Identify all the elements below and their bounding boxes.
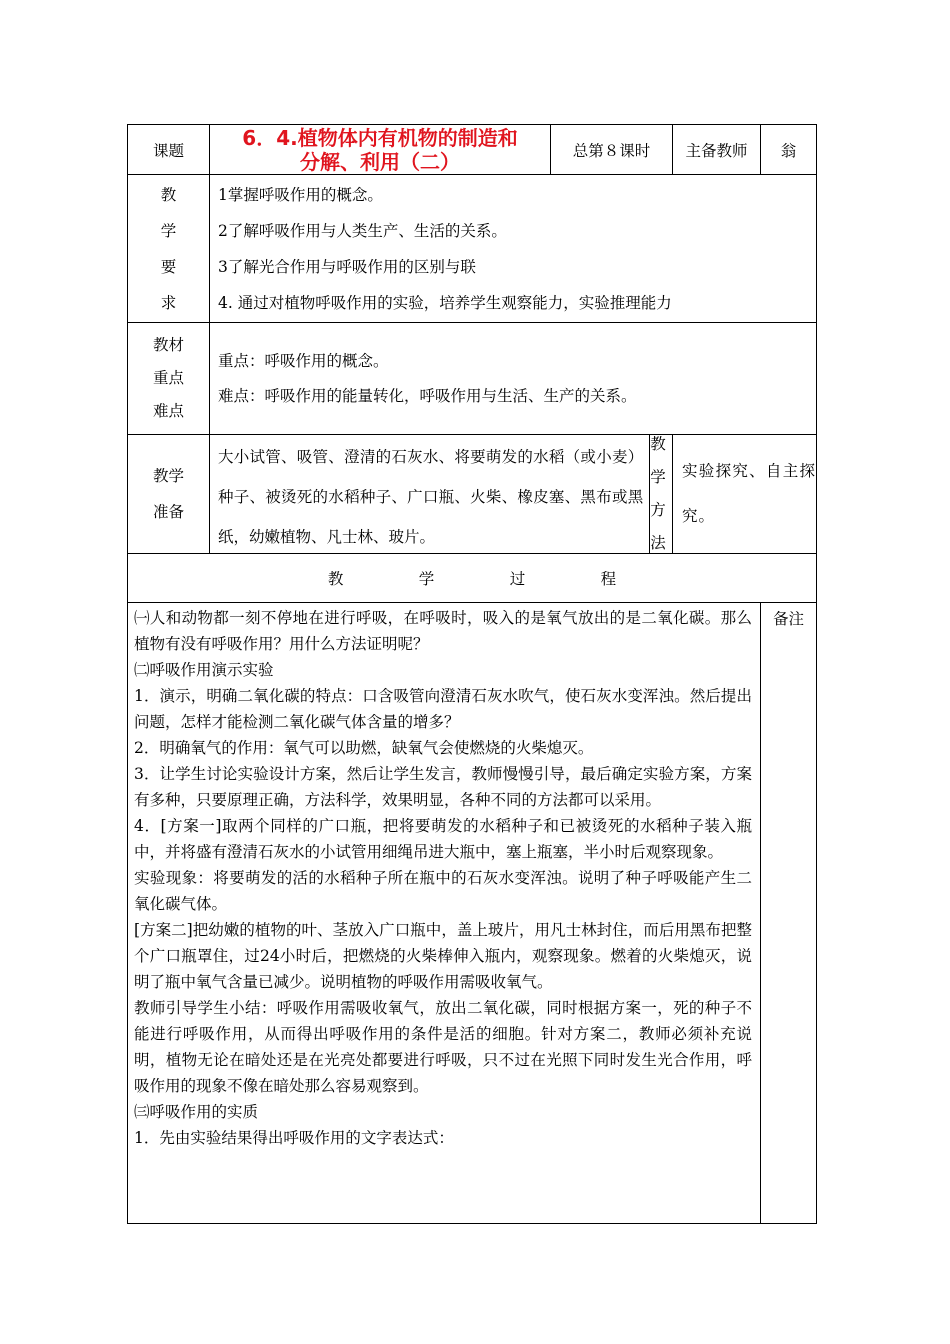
requirements-label-char: 求 (160, 293, 177, 312)
preparation-label-line: 准备 (152, 503, 184, 521)
method-text: 实验探究、自主探究。 (682, 462, 816, 525)
process-paragraph: ㈠人和动物都一刻不停地在进行呼吸，在呼吸时，吸入的是氧气放出的是二氧化碳。那么植物有没有呼吸作用？用什么方法证明呢？ (134, 609, 752, 653)
requirements-label-char: 要 (160, 257, 177, 276)
process-paragraph: 1．先由实验结果得出呼吸作用的文字表达式： (134, 1129, 454, 1147)
focus-label (128, 323, 210, 435)
header-row (128, 125, 817, 175)
preparation-and-method (210, 435, 673, 554)
process-header-char: 教 (327, 570, 344, 588)
process-content (128, 603, 761, 1224)
requirements-list (210, 175, 817, 323)
method-label (649, 435, 672, 553)
teacher-name: 翁 (761, 125, 817, 175)
process-paragraph: 3．让学生讨论实验设计方案，然后让学生发言，教师慢慢引导，最后确定实验方案，方案有多种，只要原理正确，方法科学，效果明显，各种不同的方法都可以采用。 (134, 765, 752, 809)
method-label-line: 教学 (650, 435, 666, 486)
process-paragraph: ㈢呼吸作用的实质 (134, 1103, 259, 1121)
preparation-label-line: 教学 (152, 467, 184, 485)
focus-content (210, 323, 817, 435)
process-header-char: 学 (418, 570, 435, 588)
requirements-label-char: 学 (160, 221, 177, 240)
preparation-materials: 大小试管、吸管、澄清的石灰水、将要萌发的水稻（或小麦）种子、被烫死的水稻种子、广口瓶、火柴、橡皮塞、黑布或黑纸，幼嫩植物、凡士林、玻片。 (218, 448, 644, 546)
notes-label: 备注 (772, 610, 804, 628)
method-label-line: 方法 (650, 501, 666, 552)
process-paragraph: [方案二]把幼嫩的植物的叶、茎放入广口瓶中，盖上玻片，用凡士林封住，而后用黑布把整个广口瓶罩住，过24小时后，把燃烧的火柴棒伸入瓶内，观察现象。燃着的火柴熄灭，说明了瓶中氧气含量已减少。说明植物的呼吸作用需吸收氧气。 (134, 921, 752, 991)
requirements-label (128, 175, 210, 323)
process-paragraph: ㈡呼吸作用演示实验 (134, 661, 274, 679)
topic-label: 课题 (128, 125, 210, 175)
lesson-title-line1: 6．4.植物体内有机物的制造和 (242, 125, 518, 150)
lesson-title (210, 125, 551, 175)
process-header-char: 过 (509, 570, 526, 588)
requirements-row (128, 175, 817, 323)
key-point: 重点：呼吸作用的概念。 (218, 351, 389, 370)
requirement-item: 2了解呼吸作用与人类生产、生活的关系。 (218, 221, 507, 240)
process-paragraph: 1．演示，明确二氧化碳的特点：口含吸管向澄清石灰水吹气，使石灰水变浑浊。然后提出问题，怎样才能检测二氧化碳气体含量的增多？ (134, 687, 752, 731)
process-header (128, 554, 817, 603)
requirement-item: 4. 通过对植物呼吸作用的实验，培养学生观察能力，实验推理能力 (218, 293, 672, 312)
session-number: 总第８课时 (551, 125, 673, 175)
process-body-row (128, 603, 817, 1224)
preparation-row (128, 435, 817, 554)
focus-row (128, 323, 817, 435)
focus-label-line: 教材 (152, 336, 184, 354)
process-header-row (128, 554, 817, 603)
preparation-label (128, 435, 210, 554)
process-paragraph: 教师引导学生小结：呼吸作用需吸收氧气，放出二氧化碳，同时根据方案一，死的种子不能进行呼吸作用，从而得出呼吸作用的条件是活的细胞。针对方案二，教师必须补充说明，植物无论在暗处还是在光亮处都要进行呼吸，只不过在光照下同时发生光合作用，呼吸作用的现象不像在暗处那么容易观察到。 (134, 999, 752, 1095)
requirement-item: 3了解光合作用与呼吸作用的区别与联 (218, 257, 476, 276)
notes-column (761, 603, 817, 1224)
difficulty-point: 难点：呼吸作用的能量转化，呼吸作用与生活、生产的关系。 (218, 386, 637, 405)
process-paragraph: 2．明确氧气的作用：氧气可以助燃，缺氧气会使燃烧的火柴熄灭。 (134, 739, 594, 757)
process-paragraph: 4．[方案一]取两个同样的广口瓶，把将要萌发的水稻种子和已被烫死的水稻种子装入瓶中，并将盛有澄清石灰水的小试管用细绳吊进大瓶中，塞上瓶塞，半小时后观察现象。 (134, 817, 752, 861)
process-paragraph: 实验现象：将要萌发的活的水稻种子所在瓶中的石灰水变浑浊。说明了种子呼吸能产生二氧化碳气体。 (134, 869, 752, 913)
focus-label-line: 重点 (152, 369, 184, 387)
method-cell (673, 435, 817, 554)
requirement-item: 1掌握呼吸作用的概念。 (218, 185, 383, 204)
focus-label-line: 难点 (152, 402, 184, 420)
process-header-char: 程 (600, 570, 617, 588)
lesson-title-line2: 分解、利用（二） (300, 149, 460, 174)
teacher-label: 主备教师 (673, 125, 761, 175)
lesson-plan-table (127, 124, 817, 1224)
requirements-label-char: 教 (160, 185, 177, 204)
